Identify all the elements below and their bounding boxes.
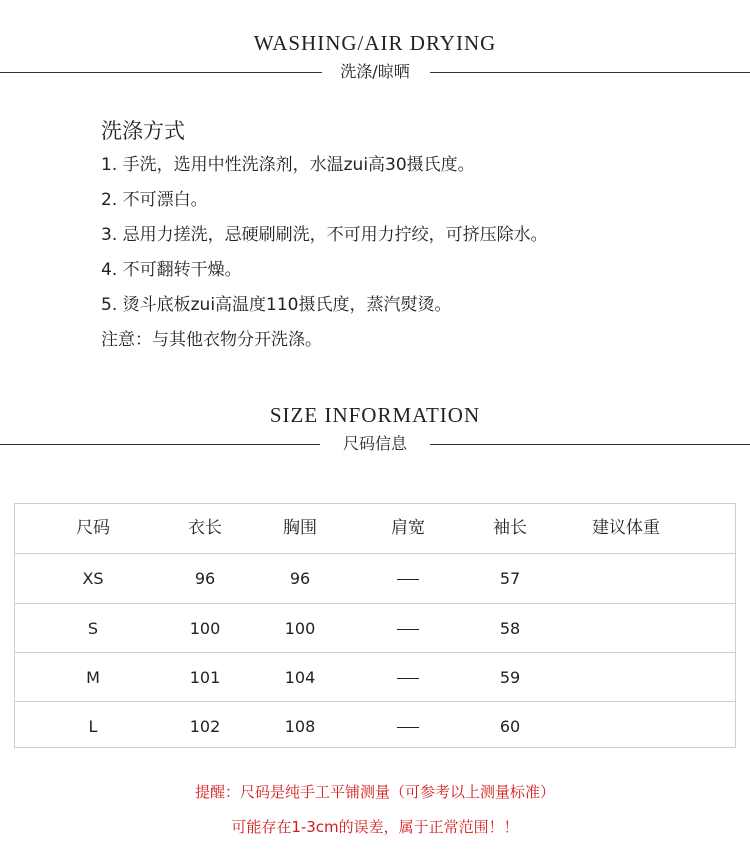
size-title-cn: 尺码信息 bbox=[342, 434, 407, 453]
cell-size: XS bbox=[82, 569, 104, 588]
table-row bbox=[15, 603, 735, 653]
dash-mark bbox=[397, 678, 419, 679]
washing-heading: 洗涤方式 bbox=[101, 119, 185, 143]
washing-note: 注意：与其他衣物分开洗涤。 bbox=[101, 330, 322, 350]
table-row bbox=[15, 652, 735, 702]
cell-shoulder bbox=[368, 604, 448, 653]
washing-line: 2. 不可漂白。 bbox=[101, 190, 208, 210]
cell-shoulder bbox=[368, 702, 448, 751]
cell-sleeve: 60 bbox=[499, 717, 521, 736]
cell-shoulder bbox=[368, 653, 448, 702]
cell-shoulder bbox=[368, 554, 448, 603]
washing-title-cn: 洗涤/晾晒 bbox=[340, 62, 410, 81]
washing-line: 3. 忌用力搓洗，忌硬刷刷洗，不可用力拧绞，可挤压除水。 bbox=[101, 225, 548, 245]
header-length: 衣长 bbox=[188, 518, 222, 538]
cell-chest: 104 bbox=[284, 668, 316, 687]
cell-sleeve: 59 bbox=[499, 668, 521, 687]
header-sleeve: 袖长 bbox=[493, 518, 527, 538]
cell-size: L bbox=[88, 717, 98, 736]
cell-sleeve: 58 bbox=[499, 619, 521, 638]
dash-mark bbox=[397, 579, 419, 580]
table-header-row bbox=[15, 504, 735, 553]
table-row bbox=[15, 553, 735, 603]
cell-length: 100 bbox=[189, 619, 221, 638]
cell-size: M bbox=[86, 668, 100, 687]
washing-instructions bbox=[101, 116, 548, 360]
washing-divider bbox=[0, 60, 750, 84]
header-chest: 胸围 bbox=[283, 518, 317, 538]
washing-line: 4. 不可翻转干燥。 bbox=[101, 260, 242, 280]
cell-sleeve: 57 bbox=[499, 569, 521, 588]
cell-chest: 100 bbox=[284, 619, 316, 638]
cell-chest: 108 bbox=[284, 717, 316, 736]
size-title-en: SIZE INFORMATION bbox=[269, 403, 481, 427]
tolerance-note: 可能存在1-3cm的误差，属于正常范围！！ bbox=[231, 818, 519, 836]
header-size: 尺码 bbox=[76, 518, 110, 538]
washing-title-en: WASHING/AIR DRYING bbox=[253, 31, 497, 55]
measurement-note: 提醒：尺码是纯手工平铺测量（可参考以上测量标准） bbox=[194, 783, 555, 801]
dash-mark bbox=[397, 629, 419, 630]
size-divider bbox=[0, 432, 750, 456]
dash-mark bbox=[397, 727, 419, 728]
cell-length: 101 bbox=[189, 668, 221, 687]
size-table bbox=[14, 503, 736, 748]
washing-line: 5. 烫斗底板zui高温度110摄氏度，蒸汽熨烫。 bbox=[101, 295, 452, 315]
washing-line: 1. 手洗，选用中性洗涤剂，水温zui高30摄氏度。 bbox=[101, 155, 475, 175]
cell-length: 96 bbox=[194, 569, 216, 588]
cell-length: 102 bbox=[189, 717, 221, 736]
cell-chest: 96 bbox=[289, 569, 311, 588]
header-shoulder: 肩宽 bbox=[391, 518, 425, 538]
table-row bbox=[15, 701, 735, 751]
header-weight: 建议体重 bbox=[592, 518, 660, 538]
cell-size: S bbox=[87, 619, 99, 638]
